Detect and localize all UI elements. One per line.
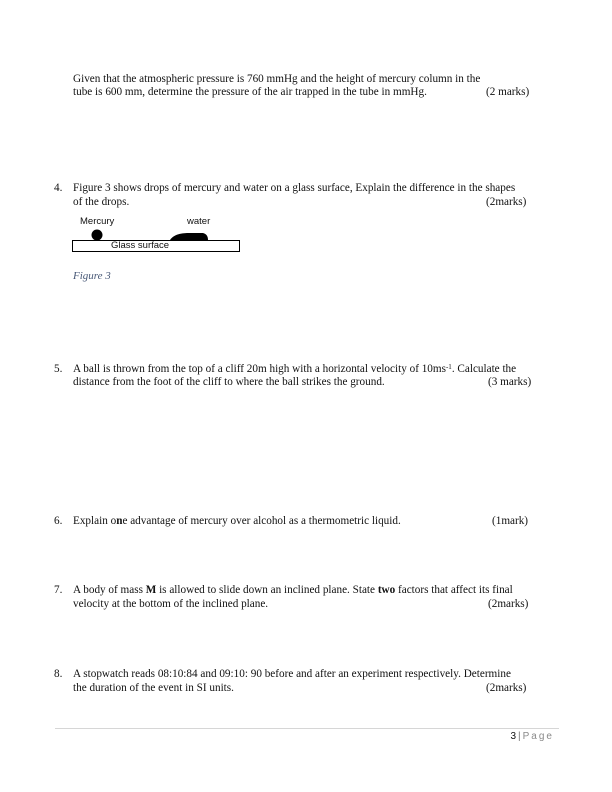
q8-line-2: the duration of the event in SI units. (73, 682, 234, 694)
water-drop-icon (170, 233, 208, 240)
mercury-drop-icon (92, 230, 103, 241)
q7-line-2: velocity at the bottom of the inclined plane. (73, 598, 269, 610)
q7-text-e: factors that affect its final (395, 584, 513, 596)
q5-number: 5. (54, 363, 63, 375)
q7-number: 7. (54, 584, 63, 596)
water-label: water (187, 216, 211, 227)
q7-text-a: A body of mass (73, 584, 146, 596)
q6-text-bold: n (116, 515, 123, 527)
q7-bold-m: M (145, 584, 157, 596)
q4-marks: (2marks) (486, 196, 527, 208)
q5-superscript: -1 (445, 363, 452, 371)
q5-marks: (3 marks) (488, 376, 532, 388)
page-word: Page (522, 731, 554, 742)
q7-text-c: is allowed to slide down an inclined plane. State (156, 584, 378, 596)
footer-separator: | (518, 731, 521, 742)
footer-divider (55, 728, 559, 729)
mercury-label: Mercury (80, 216, 115, 227)
figure-3-diagram (60, 212, 260, 272)
q5-line-2: distance from the foot of the cliff to where the ball strikes the ground. (73, 376, 385, 388)
q5-line-1 (73, 363, 516, 376)
figure-caption: Figure 3 (73, 270, 111, 282)
q6-number: 6. (54, 515, 63, 527)
q3-line-1: Given that the atmospheric pressure is 760 mmHg and the height of mercury column in the (73, 73, 481, 85)
q7-marks: (2marks) (488, 598, 529, 610)
q8-number: 8. (54, 668, 63, 680)
q4-number: 4. (54, 182, 63, 194)
page-footer (510, 731, 554, 742)
q8-line-1: A stopwatch reads 08:10:84 and 09:10: 90 before and after an experiment respectively. Determine (73, 668, 511, 680)
page-number: 3 (510, 731, 517, 742)
q3-marks: (2 marks) (486, 86, 530, 98)
glass-surface-label: Glass surface (111, 240, 170, 251)
q5-text-b: . Calculate the (451, 363, 517, 375)
q3-line-2: tube is 600 mm, determine the pressure of the air trapped in the tube in mmHg. (73, 86, 427, 98)
q4-line-1: Figure 3 shows drops of mercury and water on a glass surface, Explain the difference in the shapes (73, 182, 516, 194)
q6-marks: (1mark) (492, 515, 529, 527)
q6-line-1 (73, 515, 401, 528)
q7-line-1 (73, 584, 513, 597)
q6-text-b: e advantage of mercury over alcohol as a thermometric liquid. (122, 515, 401, 527)
q5-text-a: A ball is thrown from the top of a cliff 20m high with a horizontal velocity of 10ms (73, 363, 446, 375)
q7-bold-two: two (377, 584, 396, 596)
q8-marks: (2marks) (486, 682, 527, 694)
q6-text-a: Explain o (73, 515, 117, 527)
q4-line-2: of the drops. (73, 196, 130, 208)
